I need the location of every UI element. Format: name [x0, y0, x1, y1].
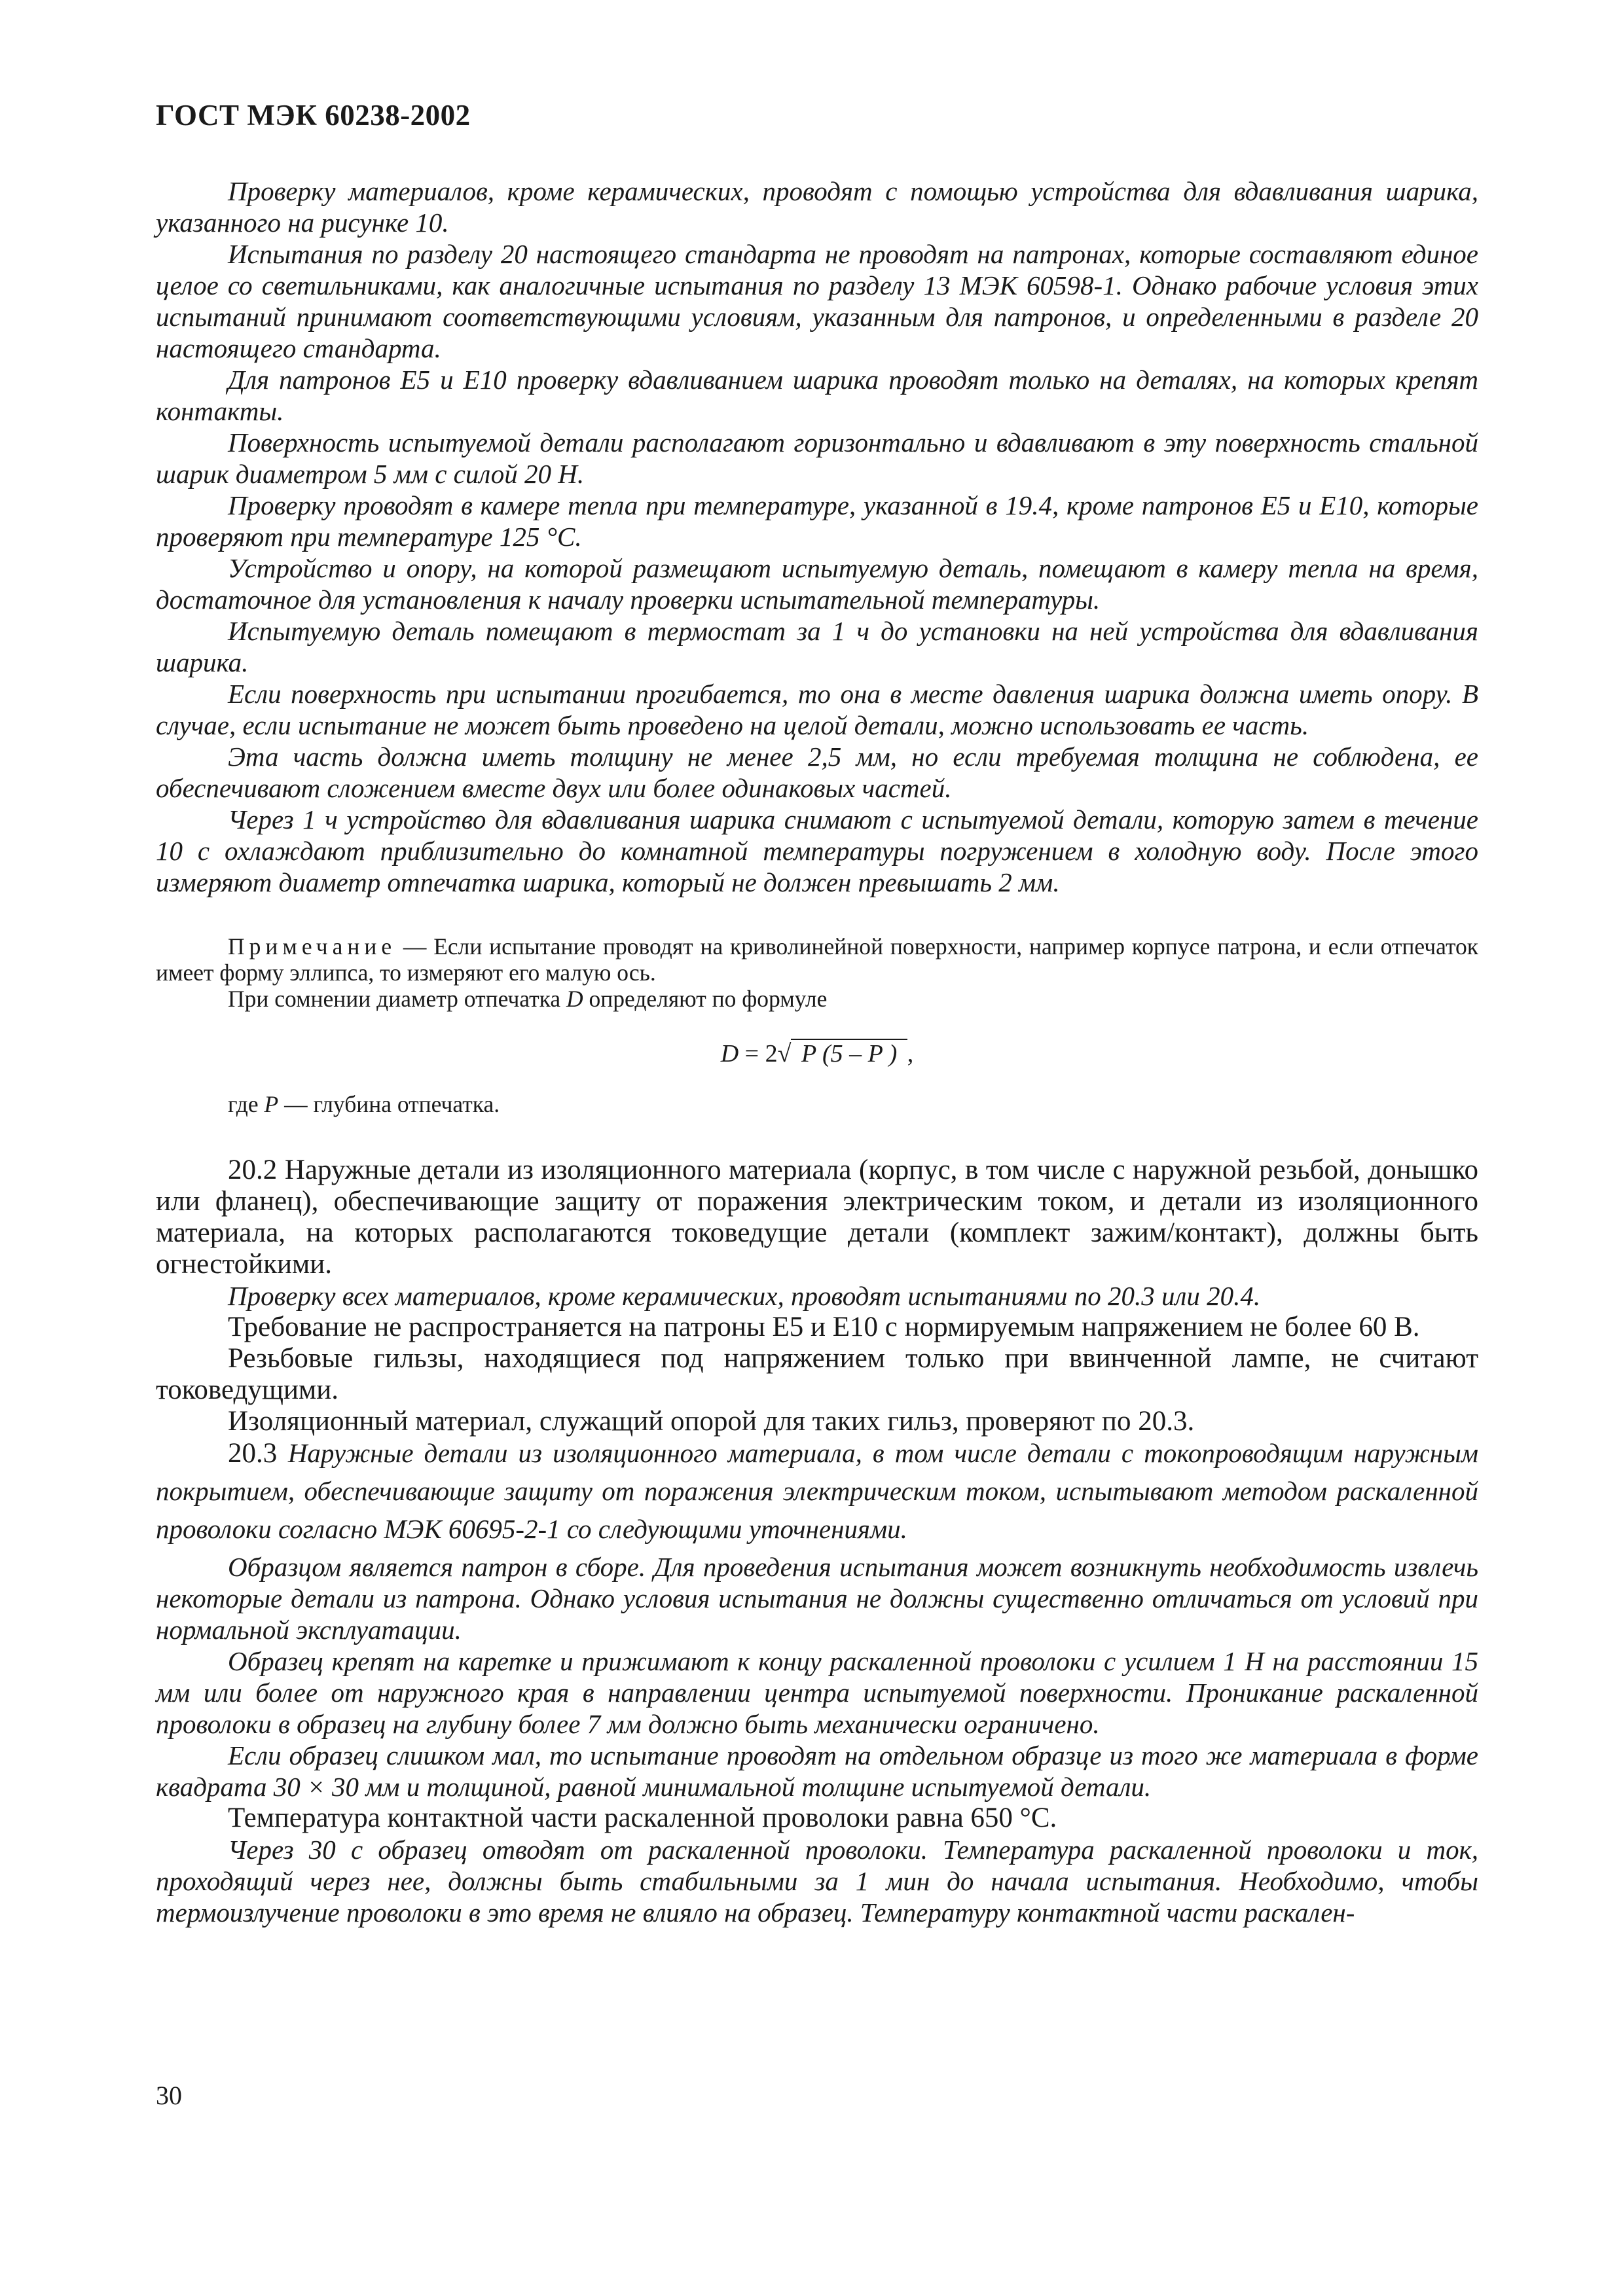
- body-top: [156, 175, 1478, 898]
- note-label: Примечание: [228, 933, 397, 960]
- formula-tail: ,: [907, 1040, 914, 1067]
- paragraph: Через 1 ч устройство для вдавливания шарика снимают с испытуемой детали, которую затем в течение 10 с охлаждают приблизительно до комнатной температуры погружением в холодную воду. После этого измеряют диаметр отпечатка шарика, который не должен превышать 2 мм.: [156, 804, 1478, 897]
- sqrt-icon: √: [777, 1040, 792, 1067]
- clause-text: Наружные детали из изоляционного материала, в том числе детали с токопроводящим наружным покрытием, обеспечивающие защиту от поражения электрическим током, испытывают методом раскаленной проволоки согласно МЭК 60695-2-1 со следующими уточнениями.: [156, 1438, 1479, 1544]
- paragraph: Проверку проводят в камере тепла при температуре, указанной в 19.4, кроме патронов Е5 и Е10, которые проверяют при температуре 125 °С.: [156, 490, 1478, 552]
- document-header: ГОСТ МЭК 60238-2002: [156, 99, 471, 132]
- paragraph: Требование не распространяется на патроны Е5 и Е10 с нормируемым напряжением не более 60 В.: [228, 1312, 1420, 1342]
- formula-lhs: D: [720, 1040, 739, 1067]
- paragraph: Изоляционный материал, служащий опорой для таких гильз, проверяют по 20.3.: [228, 1406, 1195, 1437]
- formula: [156, 1039, 1478, 1068]
- paragraph: Температура контактной части раскаленной проволоки равна 650 °С.: [228, 1803, 1057, 1833]
- paragraph: 20.2 Наружные детали из изоляционного материала (корпус, в том числе с наружной резьбой, донышко или фланец), обеспечивающие защиту от поражения электрическим током, и детали из изоляционного материала, на которых располагаются токоведущие детали (комплект зажим/контакт), должны быть огнестойкими.: [156, 1155, 1478, 1280]
- body-section-20-2: [156, 1155, 1478, 1928]
- clause-number: 20.3: [228, 1438, 288, 1469]
- formula-where: [228, 1090, 1478, 1118]
- paragraph: Эта часть должна иметь толщину не менее 2,5 мм, но если требуемая толщина не соблюдена, ее обеспечивают сложением вместе двух или более одинаковых частей.: [156, 742, 1478, 803]
- note-text: Если испытание проводят на криволинейной поверхности, например корпусе патрона, и если отпечаток имеет форму эллипса, то измеряют его малую ось.: [156, 933, 1479, 986]
- formula-radicand: P (5 – P ): [791, 1039, 907, 1067]
- paragraph: Для патронов Е5 и Е10 проверку вдавливанием шарика проводят только на деталях, на которых крепят контакты.: [156, 365, 1478, 426]
- doubt-variable: D: [566, 986, 583, 1012]
- note-block: [156, 933, 1478, 1012]
- paragraph: Испытания по разделу 20 настоящего стандарта не проводят на патронах, которые составляют единое целое со светильниками, как аналогичные испытания по разделу 13 МЭК 60598-1. Однако рабочие условия этих испытаний принимают соответствующими условиям, указанным для патронов, и определенными в разделе 20 настоящего стандарта.: [156, 239, 1478, 363]
- where-prefix: где: [228, 1091, 264, 1117]
- paragraph: Через 30 с образец отводят от раскаленной проволоки. Температура раскаленной проволоки и ток, проходящий через нее, должны быть стабильными за 1 мин до начала испытания. Необходимо, чтобы термоизлучение проволоки в это время не влияло на образец. Температуру контактной части раскален-: [156, 1835, 1478, 1928]
- note-paragraph: [156, 933, 1478, 986]
- where-text: — глубина отпечатка.: [278, 1091, 500, 1117]
- paragraph: Испытуемую деталь помещают в термостат за 1 ч до установки на ней устройства для вдавливания шарика.: [156, 616, 1478, 677]
- formula-eq: = 2: [739, 1040, 778, 1067]
- paragraph: Устройство и опору, на которой размещают испытуемую деталь, помещают в камеру тепла на время, достаточное для установления к началу проверки испытательной температуры.: [156, 553, 1478, 615]
- paragraph: Если образец слишком мал, то испытание проводят на отдельном образце из того же материала в форме квадрата 30 × 30 мм и толщиной, равной минимальной толщине испытуемой детали.: [156, 1740, 1478, 1802]
- paragraph: Образец крепят на каретке и прижимают к концу раскаленной проволоки с усилием 1 Н на расстоянии 15 мм или более от наружного края в направлении центра испытуемой поверхности. Проникание раскаленной проволоки в образец на глубину более 7 мм должно быть механически ограничено.: [156, 1646, 1478, 1739]
- paragraph: Проверку всех материалов, кроме керамических, проводят испытаниями по 20.3 или 20.4.: [228, 1281, 1261, 1311]
- paragraph: Поверхность испытуемой детали располагают горизонтально и вдавливают в эту поверхность стальной шарик диаметром 5 мм с силой 20 Н.: [156, 427, 1478, 489]
- paragraph: Резьбовые гильзы, находящиеся под напряжением только при ввинченной лампе, не считают токоведущими.: [156, 1343, 1478, 1405]
- paragraph: Проверку материалов, кроме керамических, проводят с помощью устройства для вдавливания шарика, указанного на рисунке 10.: [156, 176, 1478, 238]
- paragraph: Если поверхность при испытании прогибается, то она в месте давления шарика должна иметь опору. В случае, если испытание не может быть проведено на целой детали, можно использовать ее часть.: [156, 679, 1478, 740]
- document-page: [156, 98, 1478, 1928]
- paragraph-20-3: [156, 1437, 1478, 1551]
- doubt-suffix: определяют по формуле: [583, 986, 828, 1012]
- note-dash: —: [396, 933, 434, 960]
- paragraph: Образцом является патрон в сборе. Для проведения испытания может возникнуть необходимость извлечь некоторые детали из патрона. Однако условия испытания не должны существенно отличаться от условий при нормальной эксплуатации.: [156, 1552, 1478, 1645]
- doubt-prefix: При сомнении диаметр отпечатка: [228, 986, 567, 1012]
- where-variable: P: [264, 1091, 279, 1117]
- page-number: 30: [156, 2081, 182, 2110]
- doubt-paragraph: [156, 986, 1478, 1012]
